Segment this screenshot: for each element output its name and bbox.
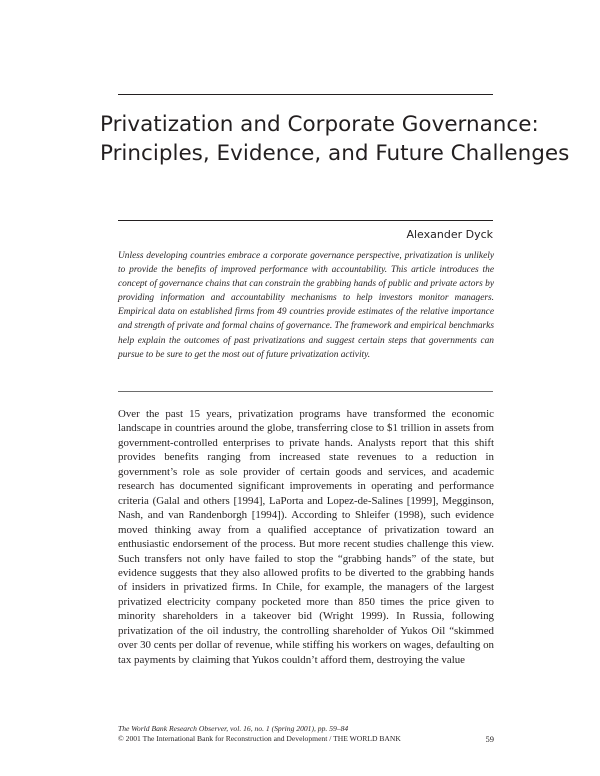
footer-citation: The World Bank Research Observer, vol. 16, no. 1 (Spring 2001), pp. 59–84	[118, 724, 349, 733]
article-title	[100, 110, 570, 168]
abstract-text: Unless developing countries embrace a corporate governance perspective, privatization is unlikely to provide the benefits of improved performance with accountability. This article introduces the concept of governance chains that can constrain the grabbing hands of public and private actors by providing information and accountability mechanisms to help investors monitor managers. Empirical data on established firms from 49 countries provide estimates of the relative importance and strength of private and formal chains of governance. The framework and empirical benchmarks help explain the outcomes of past privatizations and suggest certain steps that governments can pursue to be sure to get the most out of future privatization activity.	[118, 251, 494, 360]
footer-copyright: © 2001 The International Bank for Reconstruction and Development / THE WORLD BANK	[118, 734, 401, 743]
title-line-1: Privatization and Corporate Governance:	[100, 112, 539, 137]
author-rule	[118, 220, 493, 221]
title-line-2: Principles, Evidence, and Future Challenges	[100, 141, 570, 166]
body-paragraph: Over the past 15 years, privatization programs have transformed the economic landscape in countries around the globe, transferring close to $1 trillion in assets from government-controlled enterprises to private hands. Analysts report that this shift provides benefits ranging from increased state revenues to a reduction in government’s role as sole provider of certain goods and services, and academic research has documented significant improvements in operating and performance criteria (Galal and others [1994], LaPorta and Lopez-de-Salines [1999], Megginson, Nash, and van Randenborgh [1994]). According to Shleifer (1998), such evidence moved thinking away from a qualified acceptance of privatization toward an enthusiastic endorsement of the process. But more recent studies challenge this view. Such transfers not only have failed to stop the “grabbing hands” of the state, but evidence suggests that they also allowed profits to be diverted to the grabbing hands of insiders in privatized firms. In Chile, for example, the managers of the largest privatized electricity company pocketed more than 850 times the price given to minority shareholders in a takeover bid (Wright 1999). In Russia, following privatization of the oil industry, the controlling shareholder of Yukos Oil “skimmed over 30 cents per dollar of revenue, while stiffing his workers on wages, defaulting on tax payments by claiming that Yukos couldn’t afford them, destroying the value	[118, 408, 494, 666]
abstract-rule	[118, 391, 493, 392]
page-number: 59	[485, 734, 494, 744]
author-name: Alexander Dyck	[406, 228, 493, 241]
top-rule	[118, 94, 493, 95]
